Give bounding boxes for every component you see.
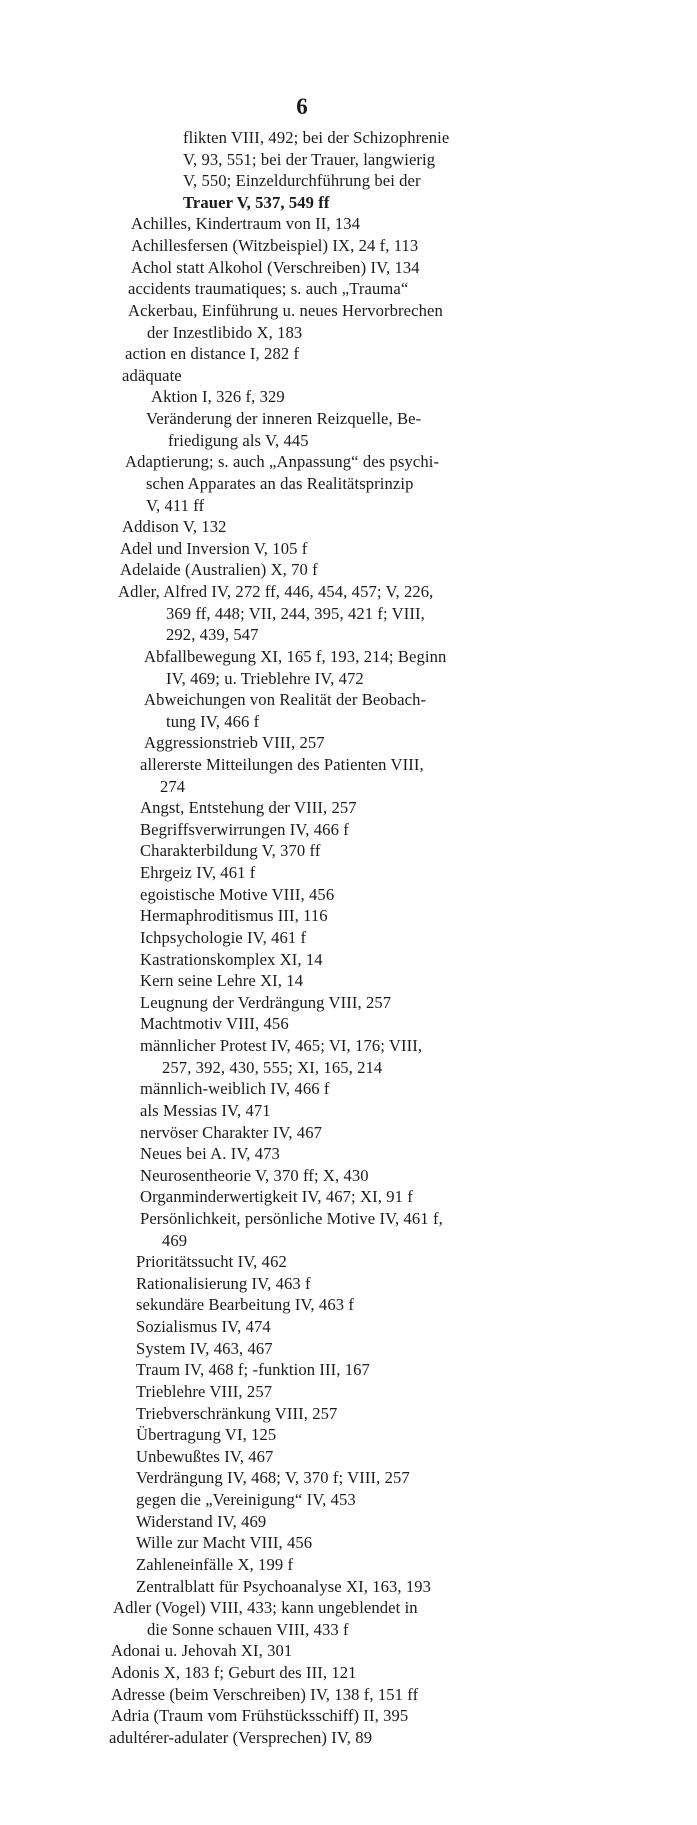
index-line: Machtmotiv VIII, 456 [140,1014,289,1034]
index-line: 469 [162,1230,188,1250]
index-line: Ehrgeiz IV, 461 f [140,863,256,883]
index-line: 369 ff, 448; VII, 244, 395, 421 f; VIII, [166,603,425,623]
index-line: System IV, 463, 467 [136,1338,273,1358]
index-line: Prioritätssucht IV, 462 [136,1252,287,1272]
index-line: als Messias IV, 471 [140,1100,271,1120]
index-line: IV, 469; u. Trieblehre IV, 472 [166,668,364,688]
index-line: Angst, Entstehung der VIII, 257 [140,798,357,818]
index-line: 257, 392, 430, 555; XI, 165, 214 [162,1057,383,1077]
index-line: 292, 439, 547 [166,625,259,645]
index-line: Kastrationskomplex XI, 14 [140,949,323,969]
index-line: Adel und Inversion V, 105 f [120,538,308,558]
index-line: Achol statt Alkohol (Verschreiben) IV, 134 [131,257,420,277]
index-line: Organminderwertigkeit IV, 467; XI, 91 f [140,1187,413,1207]
index-line: männlicher Protest IV, 465; VI, 176; VIII, [140,1036,423,1056]
index-line: V, 411 ff [146,495,205,515]
index-line: Neurosentheorie V, 370 ff; X, 430 [140,1165,369,1185]
index-line: Achillesfersen (Witzbeispiel) IX, 24 f, 113 [131,236,419,256]
page-number: 6 [296,94,308,119]
index-line: Veränderung der inneren Reizquelle, Be- [146,409,422,429]
index-line: Begriffsverwirrungen IV, 466 f [140,819,349,839]
index-line: Verdrängung IV, 468; V, 370 f; VIII, 257 [136,1468,410,1488]
index-line: sekundäre Bearbeitung IV, 463 f [136,1295,354,1315]
index-line: Traum IV, 468 f; -funktion III, 167 [136,1360,370,1380]
index-line: Sozialismus IV, 474 [136,1317,271,1337]
index-line: 274 [160,776,186,796]
index-line: männlich-weiblich IV, 466 f [140,1079,330,1099]
index-line: Widerstand IV, 469 [136,1511,267,1531]
index-line: Aggressionstrieb VIII, 257 [144,733,325,753]
index-line: Charakterbildung V, 370 ff [140,841,321,861]
index-line: Trieblehre VIII, 257 [136,1381,273,1401]
index-line: Addison V, 132 [122,517,227,537]
index-line: Adonis X, 183 f; Geburt des III, 121 [111,1663,357,1683]
index-line: Zahleneinfälle X, 199 f [136,1554,294,1574]
index-line: Persönlichkeit, persönliche Motive IV, 461 f, [140,1209,443,1228]
index-line: tung IV, 466 f [166,711,260,731]
index-line: egoistische Motive VIII, 456 [140,884,335,904]
index-line: Rationalisierung IV, 463 f [136,1273,311,1293]
index-line: Ichpsychologie IV, 461 f [140,927,307,947]
index-line: Abfallbewegung XI, 165 f, 193, 214; Beginn [144,646,447,666]
index-line: adäquate [122,365,182,385]
index-line: Hermaphroditismus III, 116 [140,906,328,926]
index-line: Leugnung der Verdrängung VIII, 257 [140,992,392,1012]
index-line: allererste Mitteilungen des Patienten VIII, [140,754,424,774]
index-line: nervöser Charakter IV, 467 [140,1122,323,1142]
index-line: Adonai u. Jehovah XI, 301 [111,1641,293,1661]
index-line: V, 550; Einzeldurchführung bei der [183,171,421,191]
index-line: action en distance I, 282 f [125,344,300,364]
index-line: Trauer V, 537, 549 ff [183,192,330,212]
index-line: die Sonne schauen VIII, 433 f [147,1619,349,1639]
index-line: schen Apparates an das Realitätsprinzip [146,473,414,493]
index-line: Kern seine Lehre XI, 14 [140,971,304,991]
index-line: Triebverschränkung VIII, 257 [136,1403,338,1423]
index-line: Adresse (beim Verschreiben) IV, 138 f, 151 ff [111,1684,419,1704]
index-line: adultérer-adulater (Versprechen) IV, 89 [109,1727,373,1747]
index-line: accidents traumatiques; s. auch „Trauma“ [128,279,409,299]
index-line: Adler (Vogel) VIII, 433; kann ungeblendet in [113,1598,418,1618]
index-line: Adelaide (Australien) X, 70 f [120,560,318,580]
index-line: flikten VIII, 492; bei der Schizophrenie [183,128,450,147]
index-line: Adler, Alfred IV, 272 ff, 446, 454, 457; V, 226, [118,582,434,602]
index-line: Zentralblatt für Psychoanalyse XI, 163, 193 [136,1576,432,1596]
index-line: Abweichungen von Realität der Beobach- [144,690,427,710]
index-line: Adaptierung; s. auch „Anpassung“ des psychi- [125,452,440,472]
index-line: Aktion I, 326 f, 329 [151,387,285,407]
index-line: V, 93, 551; bei der Trauer, langwierig [183,149,436,169]
index-line: Unbewußtes IV, 467 [136,1446,274,1466]
index-line: gegen die „Vereinigung“ IV, 453 [136,1490,356,1510]
index-line: Adria (Traum vom Frühstücksschiff) II, 395 [111,1706,409,1726]
index-line: der Inzestlibido X, 183 [147,322,303,342]
index-line: Übertragung VI, 125 [136,1425,277,1445]
index-line: Neues bei A. IV, 473 [140,1144,280,1164]
index-line: Wille zur Macht VIII, 456 [136,1533,313,1553]
index-line: Ackerbau, Einführung u. neues Hervorbrechen [128,300,443,320]
index-line: Achilles, Kindertraum von II, 134 [131,214,361,234]
index-line: friedigung als V, 445 [168,430,309,450]
